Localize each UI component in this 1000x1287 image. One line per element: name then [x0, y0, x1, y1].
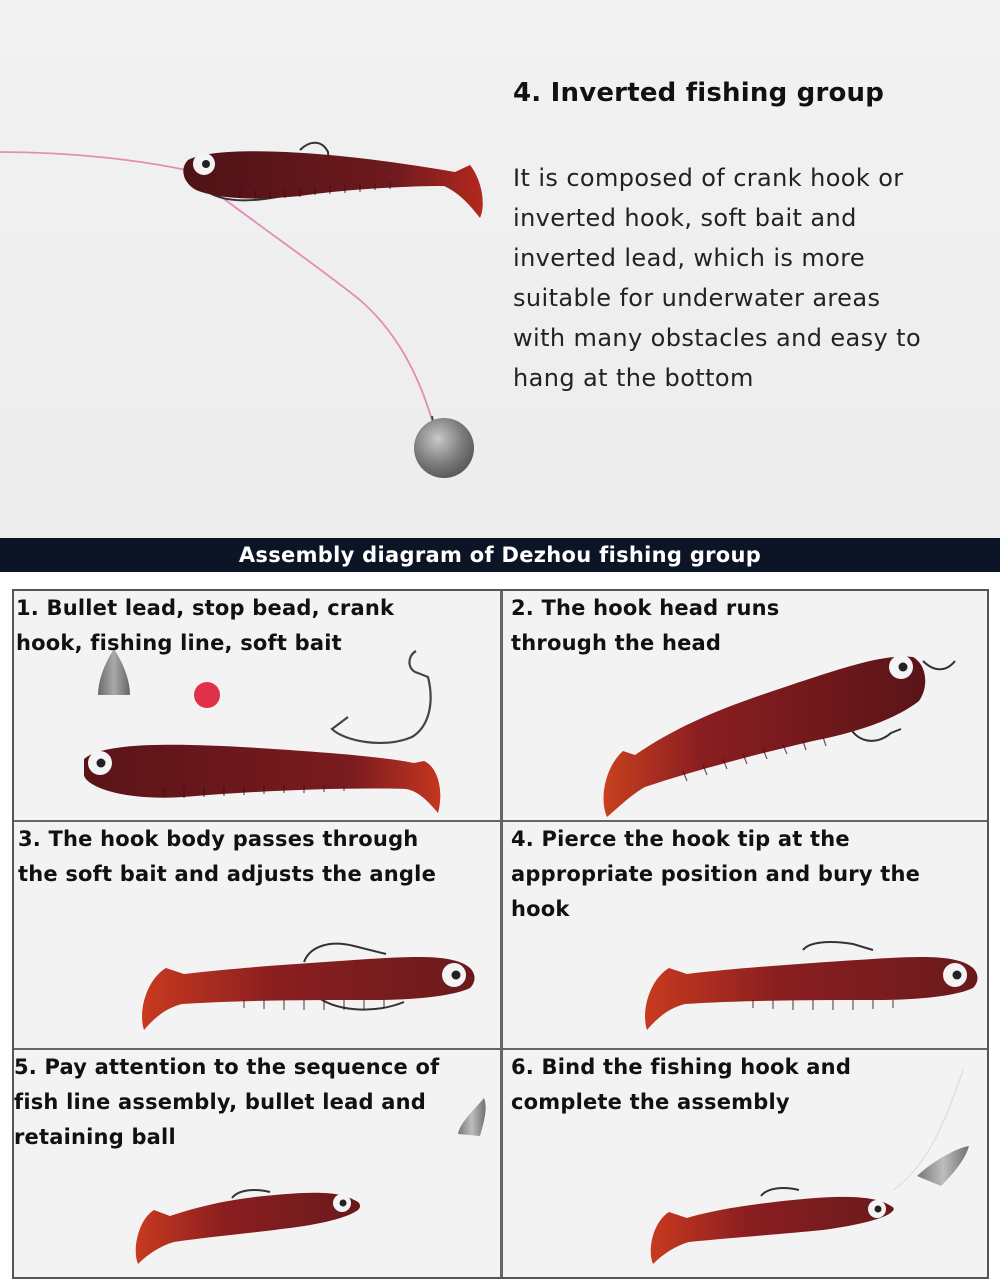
caption-line: fish line assembly, bullet lead and [14, 1090, 426, 1114]
caption-line: hook, fishing line, soft bait [16, 631, 342, 655]
bullet-lead [458, 1098, 486, 1136]
soft-bait [651, 1197, 894, 1264]
caption-line: 1. Bullet lead, stop bead, crank [16, 596, 395, 620]
caption-line: retaining ball [14, 1125, 176, 1149]
caption-line: 2. The hook head runs [511, 596, 780, 620]
grid-divider [14, 1048, 987, 1050]
step-cell-5 [14, 1050, 500, 1277]
description-line: inverted hook, soft bait and [513, 204, 857, 232]
soft-bait [645, 957, 977, 1030]
section-description [513, 158, 1000, 398]
description-line: with many obstacles and easy to [513, 324, 922, 352]
grid-divider [500, 591, 503, 1277]
caption-line: through the head [511, 631, 722, 655]
bullet-lead [917, 1146, 969, 1186]
description-line: It is composed of crank hook or [513, 164, 904, 192]
step-cell-1 [14, 591, 500, 820]
caption-line: the soft bait and adjusts the angle [18, 862, 437, 886]
assembly-banner: Assembly diagram of Dezhou fishing group [0, 538, 1000, 572]
fishing-line [0, 152, 186, 170]
description-line: suitable for underwater areas [513, 284, 881, 312]
soft-bait [142, 957, 474, 1030]
step-caption [14, 1050, 439, 1155]
hook [923, 661, 955, 669]
section-title: 4. Inverted fishing group [513, 78, 885, 108]
assembly-steps-grid [12, 589, 989, 1279]
crank-hook [332, 651, 431, 743]
round-lead [414, 418, 474, 478]
caption-line: 3. The hook body passes through [18, 827, 419, 851]
step-cell-3 [14, 822, 500, 1048]
step-cell-4 [503, 822, 987, 1048]
step-caption [511, 591, 779, 661]
hook [761, 1188, 799, 1196]
caption-line: appropriate position and bury the [511, 862, 921, 886]
description-line: inverted lead, which is more [513, 244, 866, 272]
caption-line: 4. Pierce the hook tip at the [511, 827, 850, 851]
caption-line: complete the assembly [511, 1090, 790, 1114]
soft-bait [84, 745, 440, 813]
soft-bait [604, 656, 926, 817]
step-caption [511, 822, 920, 927]
hook [803, 942, 873, 950]
step-caption [511, 1050, 851, 1120]
step-caption [18, 822, 436, 892]
soft-bait [136, 1193, 360, 1264]
caption-line: 5. Pay attention to the sequence of [14, 1055, 440, 1079]
step-cell-2 [503, 591, 987, 820]
step-cell-6 [503, 1050, 987, 1277]
caption-line: 6. Bind the fishing hook and [511, 1055, 852, 1079]
grid-divider [14, 820, 987, 822]
soft-bait [183, 151, 482, 218]
description-line: hang at the bottom [513, 364, 754, 392]
step-caption [16, 591, 394, 661]
stop-bead [194, 682, 220, 708]
top-section [0, 0, 1000, 538]
caption-line: hook [511, 897, 570, 921]
